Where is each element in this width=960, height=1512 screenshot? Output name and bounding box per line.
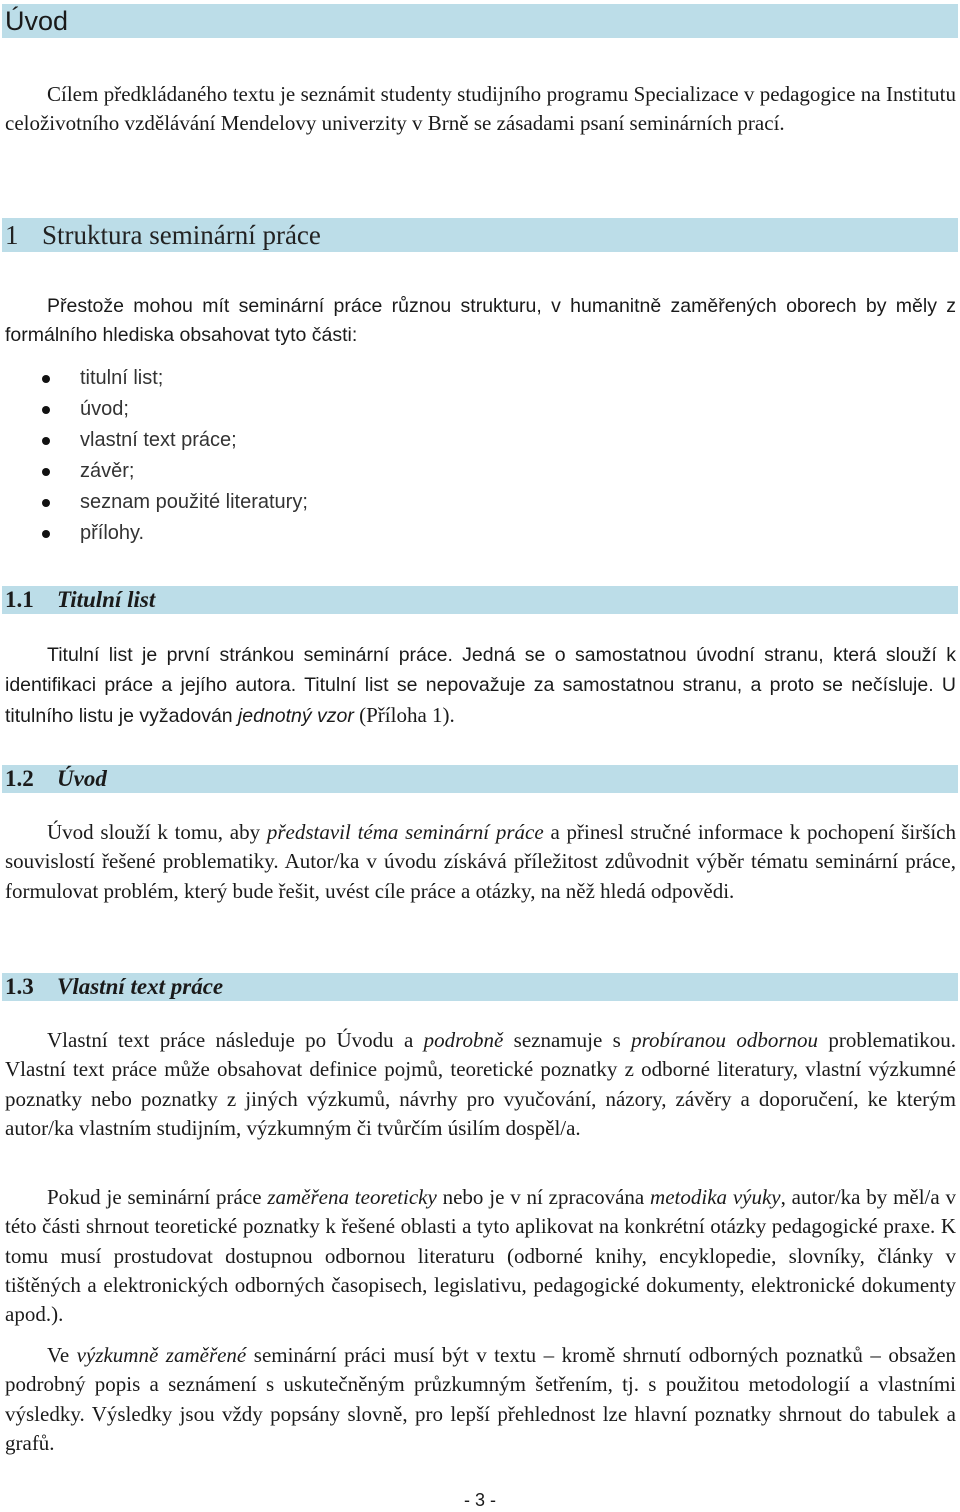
list-item (0, 425, 308, 456)
bullet-icon (42, 499, 50, 507)
list-item-text: úvod; (80, 398, 129, 421)
section1-number: 1 (5, 220, 19, 250)
list-item-text: seznam použité literatury; (80, 491, 308, 514)
intro-paragraph: Cílem předkládaného textu je seznámit studenty studijního programu Specializace v pedagogice na Institutu celoživotního vzdělávání Mendelovy univerzity v Brně se zásadami psaní seminárních prací. (5, 82, 956, 136)
section1-3-paragraph-1: Vlastní text práce následuje po Úvodu a podrobně seznamuje s probíranou odbornou problematikou. Vlastní text práce může obsahovat definice pojmů, teoretické poznatky z odborné literatury, vlastní výzkumné poznatky nebo poznatky z jiných výzkumů, návrhy pro vyučování, názory, závěry a doporučení, ke kterým autor/ka vlastním studijním, výzkumným či tvůrčím úsilím dospěl/a. (5, 1028, 957, 1140)
section1-2-heading (5, 765, 107, 793)
section1-3-paragraph-3: Ve výzkumně zaměřené seminární práci musí být v textu – kromě shrnutí odborných poznatků – obsažen podrobný popis a seznámení s uskutečněným průzkumným šetřením, tj. s použitou metodologií a vlastními výsledky. Výsledky jsou vždy popsány slovně, pro lepší přehlednost lze hlavní poznatky shrnout do tabulek a grafů. (5, 1343, 957, 1455)
bullet-icon (42, 468, 50, 476)
list-item (0, 518, 308, 549)
section1-2-heading-band (2, 765, 958, 793)
page-number: - 3 - (463, 1490, 496, 1510)
list-item (0, 456, 308, 487)
bullet-icon (42, 437, 50, 445)
section1-3-heading (5, 973, 223, 1001)
section1-3-title: Vlastní text práce (57, 974, 224, 999)
bullet-icon (42, 406, 50, 414)
section1-list (0, 363, 308, 550)
section1-1-paragraph: Titulní list je první stránkou seminární práce. Jedná se o samostatnou úvodní stranu, která slouží k identifikaci práce a jejího autora. Titulní list se nepovažuje za samostatnou stranu, a proto se nečísluje. U titulního listu je vyžadován jednotný vzor (Příloha 1). (5, 644, 957, 727)
list-item (0, 487, 308, 518)
section1-3-number: 1.3 (5, 974, 34, 999)
section1-1-heading (5, 586, 155, 614)
section1-paragraph: Přestože mohou mít seminární práce různou strukturu, v humanitně zaměřených oborech by měly z formálního hlediska obsahovat tyto části: (5, 295, 956, 347)
bullet-icon (42, 530, 50, 538)
section1-heading (5, 218, 321, 252)
intro-heading: Úvod (5, 6, 69, 36)
bullet-icon (42, 375, 50, 383)
list-item-text: závěr; (80, 460, 135, 483)
section1-1-title: Titulní list (57, 587, 156, 612)
list-item-text: přílohy. (80, 522, 145, 545)
section1-1-number: 1.1 (5, 587, 34, 612)
section1-2-number: 1.2 (5, 766, 34, 791)
intro-heading-band (2, 4, 958, 38)
list-item (0, 363, 308, 394)
section1-3-paragraph-2: Pokud je seminární práce zaměřena teoreticky nebo je v ní zpracována metodika výuky, autor/ka by měl/a v této části shrnout teoretické poznatky k řešené oblasti a tyto aplikovat na konkrétní otázky pedagogické praxe. K tomu musí prostudovat dostupnou odbornou literaturu (odborné knihy, encyklopedie, slovníky, články v tištěných a elektronických odborných časopisech, legislativu, pedagogické dokumenty, elektronické dokumenty apod.). (5, 1185, 957, 1327)
section1-2-paragraph: Úvod slouží k tomu, aby představil téma seminární práce a přinesl stručné informace k pochopení širších souvislostí řešené problematiky. Autor/ka v úvodu získává příležitost zdůvodnit výběr tématu seminární práce, formulovat problém, který bude řešit, uvést cíle práce a otázky, na něž hledá odpovědi. (5, 820, 956, 903)
list-item-text: titulní list; (80, 367, 164, 389)
section1-2-title: Úvod (57, 766, 107, 791)
list-item-text: vlastní text práce; (80, 429, 237, 452)
list-item (0, 394, 308, 425)
section1-title: Struktura seminární práce (42, 220, 321, 250)
